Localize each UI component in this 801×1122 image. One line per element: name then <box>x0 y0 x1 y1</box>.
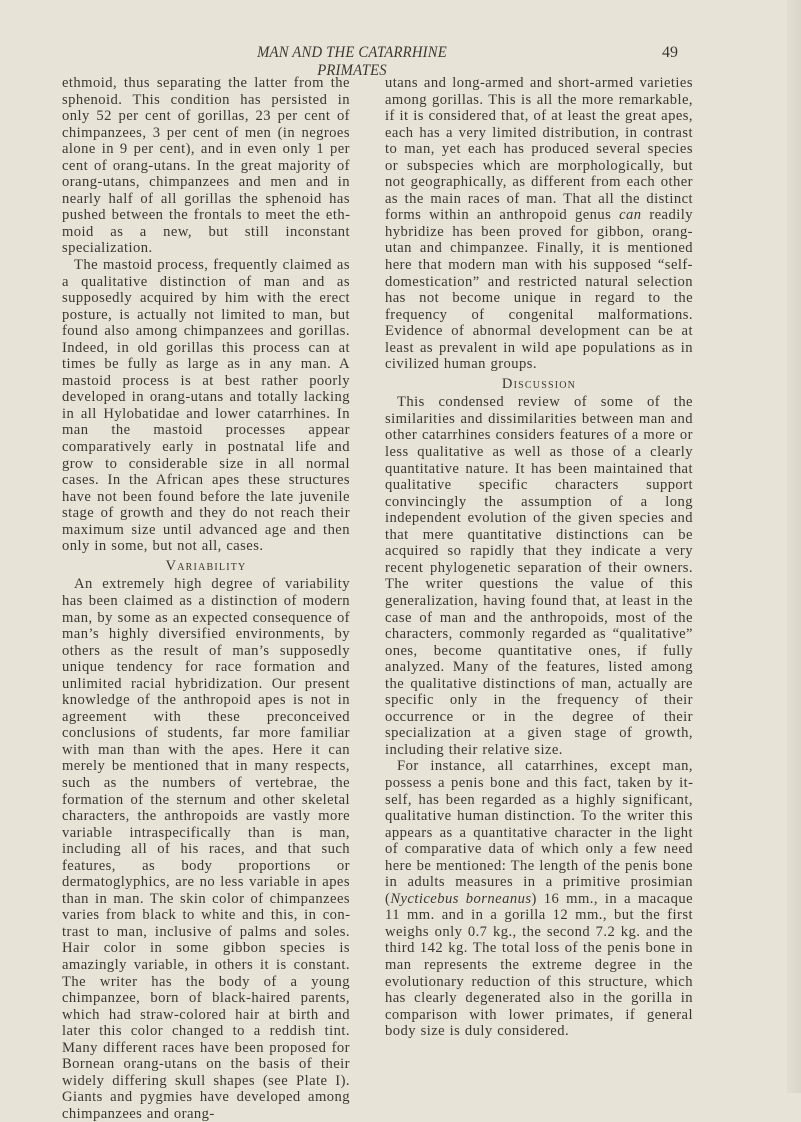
emphasis: can <box>619 207 642 224</box>
section-heading-variability: Variability <box>165 557 247 574</box>
paragraph: This condensed review of some of the similarities and dissimilarities between man and other catarrhines considers features of a more or less qualitative as well as those of a clearly quantitative nature. It has been maintained that qualitative specific characters support convincingly the assumption of a long independent evolution of the given species and that mere quantitative distinctions can be acquired so rapidly that they indicate a very recent phylogenetic separation of their owners. The writer questions the value of this generalization, having found that, at least in the case of man and the anthropoids, most of the characters, commonly regarded as “qualitative” ones, become quantitative ones, if fully analyzed. Many of the features, listed among the qualitative distinctions of man, actually are specific only in the frequency of their occurrence or in the degree of their specialization at a given stage of growth, including their relative size. <box>385 394 693 758</box>
right-column <box>385 75 693 1040</box>
paragraph: An extremely high degree of variability has been claimed as a distinction of modern man, by some as an expected consequence of man’s highly diversified environments, by others as the result of man’s supposedly unique tendency for race formation and unlimited racial hybridization. Our present knowledge of the anthropoid apes is not in agreement with these preconceived conclusions of students, far more familiar with man than with the apes. Here it can merely be mentioned that in many respects, such as the numbers of vertebrae, the formation of the sternum and other skeletal characters, the anthropoids are vastly more variable intraspecifically than is man, including all of his races, and that such features, as body proportions or dermatoglyphics, are no less variable in apes than in man. The skin color of chimpanzees varies from black to white and this, in contrast to man, inclusive of palms and soles. Hair color in some gibbon species is amazingly variable, in others it is constant. The writer has the body of a young chimpanzee, born of black-haired parents, which had straw-colored hair at birth and later this color changed to a reddish tint. Many different races have been proposed for Bornean orang-utans on the basis of their widely differing skull shapes (see Plate I). Giants and pygmies have developed among chimpanzees and orang- <box>62 576 350 1122</box>
page-edge-shadow <box>787 0 801 1093</box>
section-heading-discussion: Discussion <box>501 375 577 392</box>
running-title: MAN AND THE CATARRHINE PRIMATES <box>257 44 447 79</box>
paragraph: The mastoid process, frequently claimed as a qualitative distinction of man and as supposedly acquired by him with the erect posture, is actually not limited to man, but found also among chimpanzees and gorillas. Indeed, in old gorillas this process can at times be fully as large as in any man. A mastoid process is at best rather poorly developed in orang-utans and totally lacking in all Hylobatidae and lower catarrhines. In man the mastoid processes appear comparatively early in postnatal life and grow to considerable size in all normal cases. In the African apes these structures have not been found before the late juvenile stage of growth and they do not reach their maximum size until advanced age and then only in some, but not all, cases. <box>62 257 350 555</box>
paragraph <box>385 75 693 373</box>
paragraph: ethmoid, thus separating the latter from the sphenoid. This condition has persisted in only 52 per cent of gorillas, 23 per cent of chimpanzees, 3 per cent of men (in negroes alone in 9 per cent), and in even only 1 per cent of orang-utans. In the great majority of orang-utans, chimpanzees and men and in nearly half of all gorillas the sphenoid has pushed between the frontals to meet the ethmoid as a new, but still inconstant specialization. <box>62 75 350 257</box>
text-run: readily hybridize has been proved for gibbon, orang-utan and chimpanzee. Finally, it is mentioned here that modern man with his supposed “self-domestication” and restricted natural selection has not become unique in regard to the frequency of congenital malformations. Evidence of abnormal development can be at least as prevalent in wild ape populations as in civilized human groups. <box>385 207 693 373</box>
left-column <box>62 75 350 1122</box>
species-name: Nycticebus borneanus <box>390 890 532 907</box>
text-run: For instance, all catarrhines, except man, possess a penis bone and this fact, taken by itself, has been regarded as a highly significant, qualitative human distinction. To the writer this appears as a quantitative character in the light of comparative data of which only a few need here be mentioned: The length of the penis bone in adults measures in a primitive prosimian ( <box>385 758 693 907</box>
page-number: 49 <box>662 44 678 61</box>
text-run: utans and long-armed and short-armed varieties among gorillas. This is all the more remarkable, if it is considered that, of at least the great apes, each has a very limited distribution, in contrast to man, yet each has produced several species or subspecies which are morphologically, but not geographically, as different from each other as the main races of man. That all the distinct forms within an anthropoid genus <box>385 75 693 224</box>
paragraph <box>385 758 693 1039</box>
text-run: ) 16 mm., in a macaque 11 mm. and in a gorilla 12 mm., but the first weighs only 0.7 kg., the second 7.2 kg. and the third 142 kg. The total loss of the penis bone in man represents the extreme degree in the evolutionary reduction of this structure, which has clearly degenerated also in the gorilla in comparison with lower primates, if general body size is duly considered. <box>385 890 694 1040</box>
